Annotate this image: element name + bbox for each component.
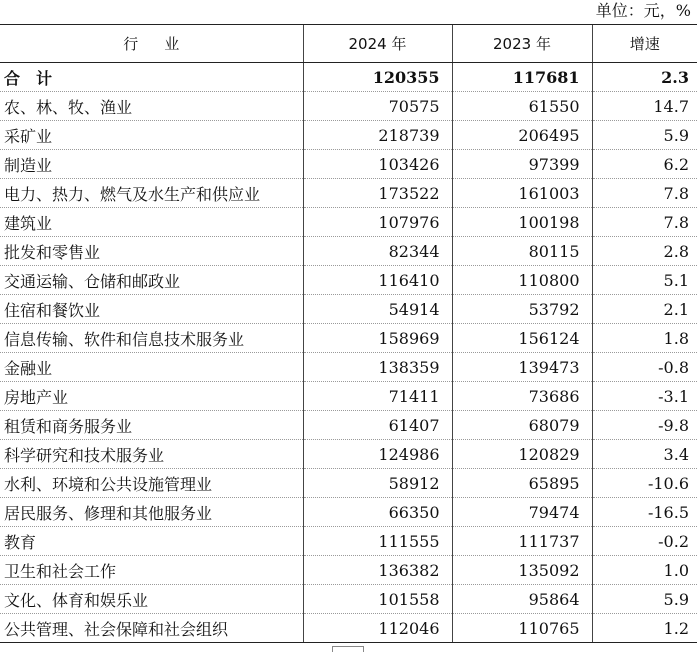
value-2023: 73686: [452, 382, 592, 411]
value-2024: 112046: [303, 614, 452, 643]
table-row: [0, 324, 697, 353]
industry-name: 租赁和商务服务业: [0, 411, 303, 440]
page-edge-mark: [332, 646, 364, 652]
growth-rate: 6.2: [592, 150, 697, 179]
value-2023: 139473: [452, 353, 592, 382]
industry-name: 水利、环境和公共设施管理业: [0, 469, 303, 498]
industry-name: 公共管理、社会保障和社会组织: [0, 614, 303, 643]
total-2024: 120355: [303, 63, 452, 92]
table-row: [0, 237, 697, 266]
total-growth: 2.3: [592, 63, 697, 92]
value-2023: 120829: [452, 440, 592, 469]
value-2023: 79474: [452, 498, 592, 527]
growth-rate: -3.1: [592, 382, 697, 411]
industry-name: 房地产业: [0, 382, 303, 411]
industry-name: 卫生和社会工作: [0, 556, 303, 585]
total-label: 合计: [0, 63, 303, 92]
industry-name: 金融业: [0, 353, 303, 382]
table-row: [0, 266, 697, 295]
value-2024: 107976: [303, 208, 452, 237]
growth-rate: 1.2: [592, 614, 697, 643]
table-header: [0, 25, 697, 63]
value-2023: 135092: [452, 556, 592, 585]
table-row: [0, 585, 697, 614]
header-growth: 增速: [592, 25, 697, 63]
table-row-total: [0, 63, 697, 92]
growth-rate: 5.9: [592, 121, 697, 150]
industry-name: 科学研究和技术服务业: [0, 440, 303, 469]
table-row: [0, 498, 697, 527]
value-2024: 101558: [303, 585, 452, 614]
value-2023: 68079: [452, 411, 592, 440]
table-row: [0, 411, 697, 440]
growth-rate: 7.8: [592, 179, 697, 208]
table-row: [0, 150, 697, 179]
industry-name: 建筑业: [0, 208, 303, 237]
value-2023: 110800: [452, 266, 592, 295]
value-2024: 58912: [303, 469, 452, 498]
growth-rate: -16.5: [592, 498, 697, 527]
table-row: [0, 614, 697, 643]
value-2024: 82344: [303, 237, 452, 266]
value-2023: 206495: [452, 121, 592, 150]
growth-rate: -0.8: [592, 353, 697, 382]
table-row: [0, 295, 697, 324]
growth-rate: 5.1: [592, 266, 697, 295]
industry-name: 电力、热力、燃气及水生产和供应业: [0, 179, 303, 208]
industry-name: 批发和零售业: [0, 237, 303, 266]
industry-name: 制造业: [0, 150, 303, 179]
value-2023: 80115: [452, 237, 592, 266]
value-2024: 111555: [303, 527, 452, 556]
table-row: [0, 440, 697, 469]
table-body: [0, 63, 697, 643]
value-2023: 100198: [452, 208, 592, 237]
value-2023: 161003: [452, 179, 592, 208]
table-row: [0, 469, 697, 498]
table-row: [0, 208, 697, 237]
table-row: [0, 92, 697, 121]
industry-name: 交通运输、仓储和邮政业: [0, 266, 303, 295]
value-2024: 61407: [303, 411, 452, 440]
value-2023: 65895: [452, 469, 592, 498]
value-2024: 54914: [303, 295, 452, 324]
growth-rate: 1.0: [592, 556, 697, 585]
industry-name: 信息传输、软件和信息技术服务业: [0, 324, 303, 353]
table-row: [0, 556, 697, 585]
industry-name: 采矿业: [0, 121, 303, 150]
growth-rate: -10.6: [592, 469, 697, 498]
table-row: [0, 527, 697, 556]
value-2023: 95864: [452, 585, 592, 614]
value-2023: 111737: [452, 527, 592, 556]
unit-note: 单位：元，%: [595, 1, 691, 20]
value-2024: 124986: [303, 440, 452, 469]
value-2023: 110765: [452, 614, 592, 643]
value-2024: 136382: [303, 556, 452, 585]
value-2024: 71411: [303, 382, 452, 411]
header-2023: 2023 年: [452, 25, 592, 63]
industry-name: 文化、体育和娱乐业: [0, 585, 303, 614]
growth-rate: 7.8: [592, 208, 697, 237]
growth-rate: 2.8: [592, 237, 697, 266]
industry-name: 农、林、牧、渔业: [0, 92, 303, 121]
industry-name: 教育: [0, 527, 303, 556]
growth-rate: 1.8: [592, 324, 697, 353]
table-row: [0, 353, 697, 382]
growth-rate: -9.8: [592, 411, 697, 440]
value-2024: 218739: [303, 121, 452, 150]
header-industry: 行业: [0, 25, 303, 63]
wage-table: [0, 24, 697, 643]
table-row: [0, 121, 697, 150]
industry-name: 住宿和餐饮业: [0, 295, 303, 324]
value-2024: 70575: [303, 92, 452, 121]
value-2024: 103426: [303, 150, 452, 179]
value-2023: 156124: [452, 324, 592, 353]
value-2023: 97399: [452, 150, 592, 179]
growth-rate: 14.7: [592, 92, 697, 121]
value-2024: 158969: [303, 324, 452, 353]
header-row: [0, 25, 697, 63]
value-2023: 61550: [452, 92, 592, 121]
growth-rate: 3.4: [592, 440, 697, 469]
table-row: [0, 382, 697, 411]
value-2024: 173522: [303, 179, 452, 208]
value-2024: 138359: [303, 353, 452, 382]
value-2024: 116410: [303, 266, 452, 295]
growth-rate: 5.9: [592, 585, 697, 614]
total-2023: 117681: [452, 63, 592, 92]
value-2023: 53792: [452, 295, 592, 324]
value-2024: 66350: [303, 498, 452, 527]
header-2024: 2024 年: [303, 25, 452, 63]
growth-rate: -0.2: [592, 527, 697, 556]
industry-name: 居民服务、修理和其他服务业: [0, 498, 303, 527]
growth-rate: 2.1: [592, 295, 697, 324]
table-row: [0, 179, 697, 208]
